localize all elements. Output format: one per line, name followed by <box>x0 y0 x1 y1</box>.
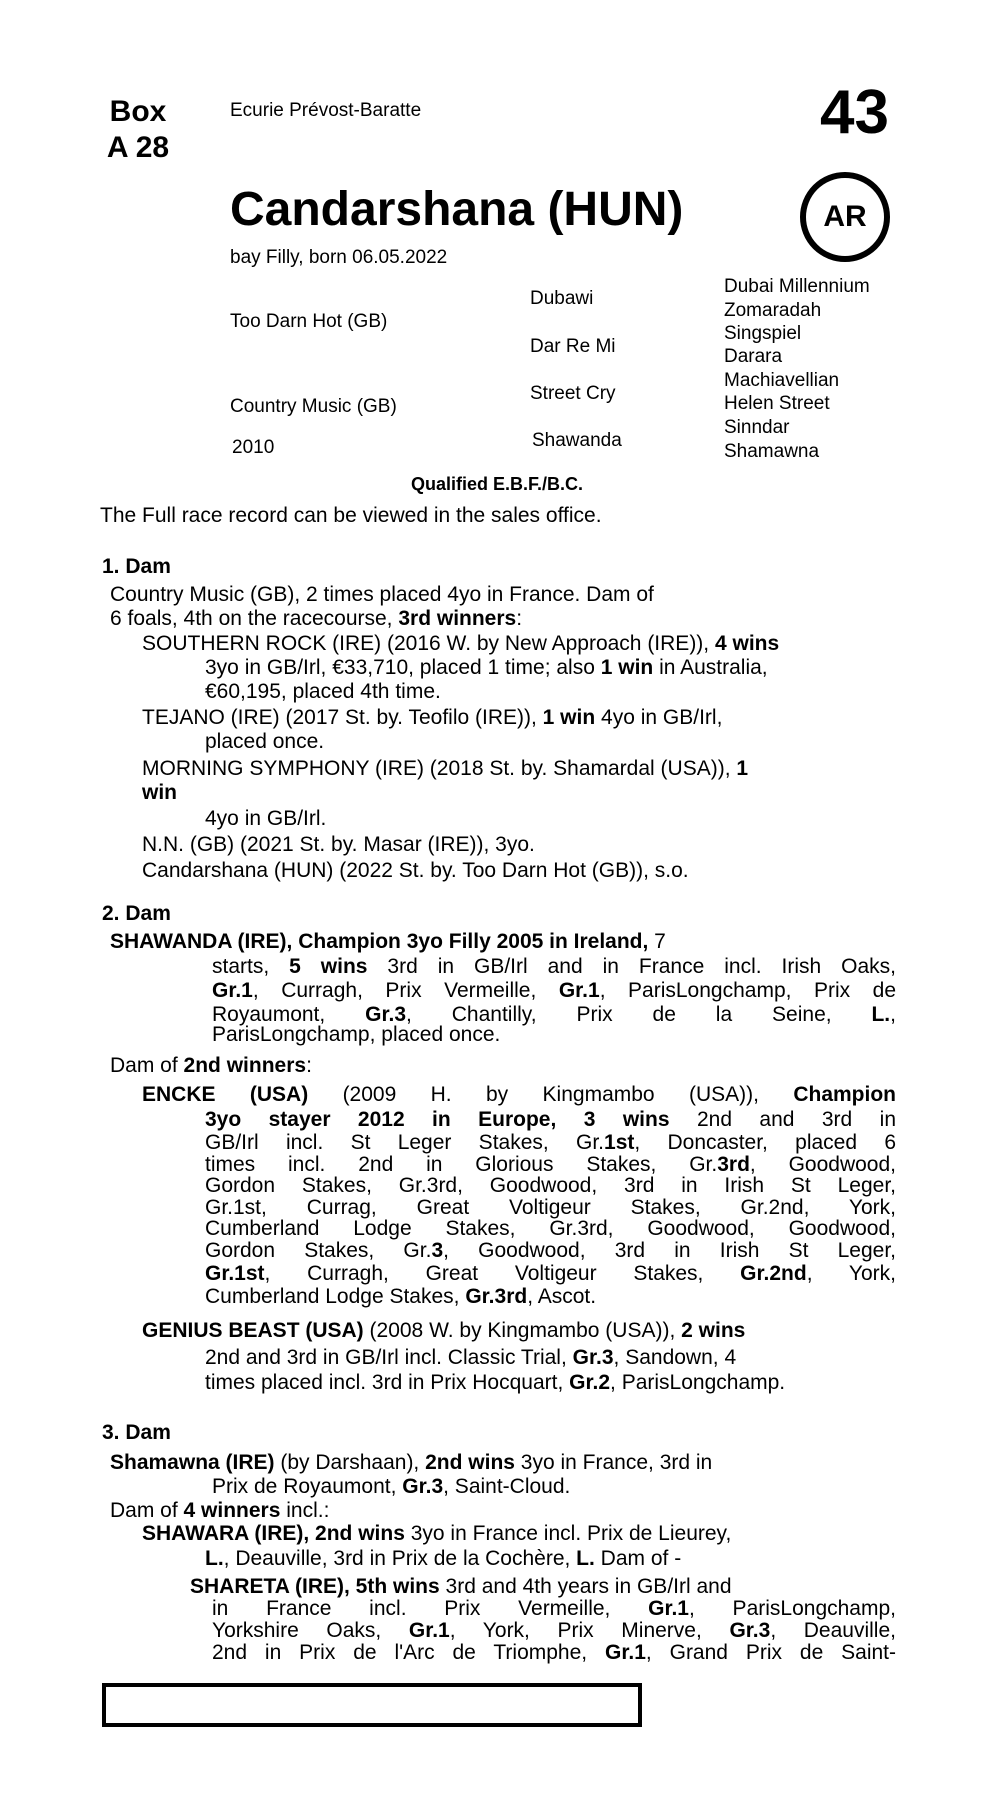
bold-text: Gr.1 <box>212 979 253 1002</box>
text-segment: , Goodwood, 3rd in Irish St Leger, <box>443 1238 896 1262</box>
pedigree-great-grandparent: Machiavellian <box>724 370 840 391</box>
text-line <box>110 930 900 954</box>
bold-text: 2nd wins <box>425 1451 515 1474</box>
text-segment: 3yo in France incl. Prix de Lieurey, <box>404 1522 732 1545</box>
horse-description: bay Filly, born 06.05.2022 <box>230 247 448 268</box>
bold-text: Gr.1 <box>558 979 600 1002</box>
ar-badge-label: AR <box>823 200 867 233</box>
bold-text: GENIUS BEAST (USA) <box>142 1319 364 1342</box>
text-segment: TEJANO (IRE) (2017 St. by. Teofilo (IRE)), <box>142 706 543 729</box>
bold-text: 3yo stayer 2012 in Europe, 3 wins <box>205 1108 670 1131</box>
race-record-note: The Full race record can be viewed in the sales office. <box>100 504 602 527</box>
dam3-dam-of <box>110 1499 900 1523</box>
text-segment: 3rd and 4th years in GB/Irl and <box>439 1575 732 1598</box>
pedigree-grandparent: Street Cry <box>530 383 616 404</box>
progeny-entry <box>142 706 906 730</box>
text-line <box>212 1620 896 1642</box>
text-segment: 3yo in GB/Irl, €33,710, placed 1 time; also <box>205 656 601 679</box>
bold-text: L. <box>205 1547 224 1570</box>
text-segment: GB/Irl incl. St Leger Stakes, Gr. <box>205 1131 605 1154</box>
pedigree-great-grandparent: Helen Street <box>724 393 830 414</box>
text-segment: 3yo in France, 3rd in <box>514 1451 713 1474</box>
bold-text: 2nd winners <box>183 1054 307 1077</box>
text-segment: 2nd in Prix de l'Arc de Triomphe, <box>212 1641 606 1664</box>
text-segment: placed once. <box>205 730 325 753</box>
text-line <box>212 1475 902 1499</box>
text-line <box>212 955 896 979</box>
empty-bordered-box <box>102 1683 642 1727</box>
text-line <box>142 1083 896 1107</box>
bold-text: 3rd winners <box>398 607 517 630</box>
progeny-entry-detail <box>205 807 901 831</box>
dam1-intro <box>110 583 790 631</box>
text-segment: 2nd and 3rd in <box>669 1108 896 1131</box>
bold-text: Gr.2nd <box>740 1262 807 1285</box>
progeny-entry <box>142 1522 902 1546</box>
text-segment: Candarshana (HUN) (2022 St. by. Too Darn Hot (GB)), s.o. <box>142 859 689 882</box>
progeny-entry-detail <box>205 1345 905 1395</box>
bold-text: 3rd <box>717 1152 750 1176</box>
bold-text: Gr.1 <box>408 1619 450 1642</box>
bold-text: 1 win <box>600 656 654 679</box>
text-segment: Country Music (GB), 2 times placed 4yo in France. Dam of <box>110 583 654 606</box>
text-segment: , York, <box>806 1262 896 1285</box>
text-line <box>142 706 906 730</box>
text-segment: starts, <box>212 955 290 978</box>
progeny-entry-wrap <box>142 781 906 805</box>
text-segment: 4yo in GB/Irl. <box>205 807 327 830</box>
text-line <box>142 757 906 781</box>
text-line <box>142 833 906 857</box>
bold-text: Gr.3 <box>572 1346 614 1369</box>
text-line <box>205 1240 896 1262</box>
text-line <box>212 1598 896 1620</box>
text-segment: ParisLongchamp, placed once. <box>212 1023 501 1046</box>
text-segment: , Goodwood, <box>749 1152 896 1176</box>
progeny-entry <box>142 632 906 656</box>
bold-text: Gr.1st <box>205 1262 265 1285</box>
text-line <box>142 1522 902 1546</box>
text-segment: , Deauville, 3rd in Prix de la Cochère, <box>223 1547 577 1570</box>
text-segment: N.N. (GB) (2021 St. by. Masar (IRE)), 3yo. <box>142 833 535 856</box>
text-line <box>205 1261 896 1286</box>
text-segment: 4yo in GB/Irl, <box>595 706 723 729</box>
qualification-note: Qualified E.B.F./B.C. <box>410 474 584 494</box>
bold-text: Gr.1 <box>648 1597 689 1620</box>
text-segment: Gordon Stakes, Gr.3rd, Goodwood, 3rd in Irish St Leger, <box>205 1174 896 1197</box>
progeny-entry-detail <box>205 730 901 754</box>
bold-text: ENCKE (USA) <box>142 1083 309 1106</box>
pedigree-dam: Country Music (GB) <box>230 396 397 417</box>
text-segment: , Chantilly, Prix de la Seine, <box>406 1003 872 1026</box>
progeny-entry <box>142 1319 896 1343</box>
text-line <box>142 859 906 883</box>
horse-name: Candarshana (HUN) <box>230 183 684 236</box>
text-segment: Gordon Stakes, Gr. <box>205 1238 432 1262</box>
bold-text: win <box>142 781 177 804</box>
text-line <box>205 1175 896 1197</box>
pedigree-sire: Too Darn Hot (GB) <box>230 311 388 332</box>
bold-text: Champion <box>793 1083 896 1106</box>
text-line <box>110 1451 900 1475</box>
text-line <box>110 1054 900 1078</box>
text-line <box>205 1286 896 1308</box>
text-segment: 6 foals, 4th on the racecourse, <box>110 607 399 630</box>
pedigree-great-grandparent: Singspiel <box>724 323 802 344</box>
text-segment: , Deauville, <box>770 1619 896 1642</box>
bold-text: 2 wins <box>681 1319 746 1342</box>
progeny-entry <box>142 833 906 857</box>
text-line <box>205 1218 896 1240</box>
bold-text: SHARETA (IRE), 5th wins <box>190 1575 440 1598</box>
text-segment: 7 <box>648 930 666 953</box>
text-segment: , York, Prix Minerve, <box>449 1619 730 1642</box>
text-segment: Dam of <box>110 1054 184 1077</box>
text-segment: in Australia, <box>653 656 768 679</box>
pedigree-grandparent: Dubawi <box>530 288 594 309</box>
text-line <box>212 979 896 1003</box>
progeny-entry <box>190 1575 896 1599</box>
text-segment: Gr.1st, Currag, Great Voltigeur Stakes, Gr.2nd, York, <box>205 1195 896 1219</box>
text-segment: incl.: <box>280 1499 330 1522</box>
text-segment: (by Darshaan), <box>274 1451 426 1474</box>
text-segment: , Saint-Cloud. <box>443 1475 571 1498</box>
progeny-entry <box>142 859 906 883</box>
text-segment: , Curragh, Prix Vermeille, <box>252 979 559 1002</box>
text-line <box>205 1154 896 1176</box>
text-segment: Cumberland Lodge Stakes, <box>205 1285 466 1308</box>
text-line <box>205 1547 905 1571</box>
bold-text: Gr.1 <box>605 1641 646 1664</box>
progeny-entry-detail <box>212 1598 896 1664</box>
text-segment: , Doncaster, placed 6 <box>634 1131 896 1154</box>
text-segment: , Sandown, 4 <box>613 1346 737 1369</box>
text-segment: 2nd and 3rd in GB/Irl incl. Classic Trial, <box>205 1346 573 1369</box>
section-heading: 3. Dam <box>102 1421 171 1444</box>
text-segment: in France incl. Prix Vermeille, <box>212 1597 649 1620</box>
bold-text: 1 <box>736 757 749 780</box>
text-segment: 3rd in GB/Irl and in France incl. Irish Oaks, <box>367 955 896 978</box>
text-line <box>205 730 901 754</box>
bold-text: 1st <box>604 1131 635 1154</box>
text-segment: MORNING SYMPHONY (IRE) (2018 St. by. Shamardal (USA)), <box>142 757 737 780</box>
bold-text: 1 win <box>542 706 596 729</box>
pedigree-dam-year: 2010 <box>232 437 275 458</box>
text-segment: , Ascot. <box>527 1285 597 1308</box>
text-line <box>205 1345 905 1370</box>
text-segment: Royaumont, <box>212 1003 366 1026</box>
text-segment: SOUTHERN ROCK (IRE) (2016 W. by New Approach (IRE)), <box>142 632 715 655</box>
text-segment: (2009 H. by Kingmambo (USA)), <box>308 1083 794 1106</box>
text-line <box>205 1107 896 1132</box>
bold-text: 3 <box>431 1238 444 1262</box>
text-segment: times placed incl. 3rd in Prix Hocquart, <box>205 1371 570 1394</box>
text-line <box>212 1642 896 1664</box>
text-segment: , ParisLongchamp. <box>610 1371 786 1394</box>
text-segment: , <box>890 1003 896 1026</box>
text-line <box>142 632 906 656</box>
bold-text: Gr.3 <box>729 1619 771 1642</box>
text-segment: : <box>306 1054 312 1077</box>
bold-text: SHAWARA (IRE), 2nd wins <box>142 1522 405 1545</box>
text-line <box>205 1132 896 1154</box>
text-segment: times incl. 2nd in Glorious Stakes, Gr. <box>205 1152 718 1176</box>
text-segment: Dam of <box>110 1499 184 1522</box>
progeny-entry-detail <box>205 1107 896 1308</box>
dam2-record <box>212 955 896 1047</box>
pedigree-great-grandparent: Darara <box>724 346 783 367</box>
box-label <box>100 94 176 166</box>
text-segment: , Curragh, Great Voltigeur Stakes, <box>264 1262 741 1285</box>
box-number: A 28 <box>106 131 170 164</box>
text-line <box>110 607 790 631</box>
text-line <box>205 807 901 831</box>
text-segment: Prix de Royaumont, <box>212 1475 403 1498</box>
dam2-dam-of <box>110 1054 900 1078</box>
pedigree-great-grandparent: Sinndar <box>724 417 790 438</box>
bold-text: 4 winners <box>183 1499 281 1522</box>
consignor: Ecurie Prévost-Baratte <box>230 100 422 121</box>
text-line <box>142 781 906 805</box>
section-heading: 1. Dam <box>102 555 171 578</box>
text-line <box>110 1499 900 1523</box>
dam3-record-detail <box>212 1475 902 1499</box>
text-segment: €60,195, placed 4th time. <box>205 680 441 703</box>
bold-text: L. <box>576 1547 595 1570</box>
text-segment: Dam of - <box>594 1547 682 1570</box>
text-line <box>110 583 790 607</box>
text-segment: Cumberland Lodge Stakes, Gr.3rd, Goodwood, Goodwood, <box>205 1217 896 1240</box>
bold-text: Shamawna (IRE) <box>110 1451 275 1474</box>
pedigree-grandparent: Dar Re Mi <box>530 336 616 357</box>
text-segment: : <box>516 607 523 630</box>
bold-text: Gr.3 <box>365 1003 407 1026</box>
progeny-entry <box>142 757 906 781</box>
dam2-first-line <box>110 930 900 954</box>
text-line <box>190 1575 896 1599</box>
progeny-entry <box>142 1083 896 1107</box>
bold-text: Gr.2 <box>569 1371 611 1394</box>
text-line <box>205 1370 905 1395</box>
bold-text: 4 wins <box>714 632 780 655</box>
text-segment: (2008 W. by Kingmambo (USA)), <box>363 1319 682 1342</box>
progeny-entry-detail <box>205 656 901 704</box>
progeny-entry-detail <box>205 1547 905 1571</box>
bold-text: L. <box>871 1003 891 1026</box>
section-heading: 2. Dam <box>102 902 171 925</box>
bold-text: SHAWANDA (IRE), Champion 3yo Filly 2005 in Ireland, <box>110 930 649 953</box>
text-segment: , ParisLongchamp, <box>688 1597 896 1620</box>
pedigree-great-grandparent: Dubai Millennium <box>724 276 870 297</box>
bold-text: Gr.3rd <box>465 1285 528 1308</box>
ar-badge <box>800 172 890 262</box>
text-line <box>205 1197 896 1219</box>
text-line <box>205 656 901 680</box>
text-line <box>142 1319 896 1343</box>
text-segment: , Grand Prix de Saint- <box>645 1641 897 1664</box>
bold-text: 5 wins <box>289 955 368 978</box>
text-segment: , ParisLongchamp, Prix de <box>599 979 896 1002</box>
dam3-record <box>110 1451 900 1475</box>
bold-text: Gr.3 <box>402 1475 444 1498</box>
text-segment: Yorkshire Oaks, <box>212 1619 409 1642</box>
text-line <box>205 680 901 704</box>
pedigree-great-grandparent: Shamawna <box>724 441 820 462</box>
box-title: Box <box>109 95 167 128</box>
pedigree-grandparent: Shawanda <box>532 430 622 451</box>
lot-number: 43 <box>820 78 889 147</box>
pedigree-great-grandparent: Zomaradah <box>724 300 822 321</box>
